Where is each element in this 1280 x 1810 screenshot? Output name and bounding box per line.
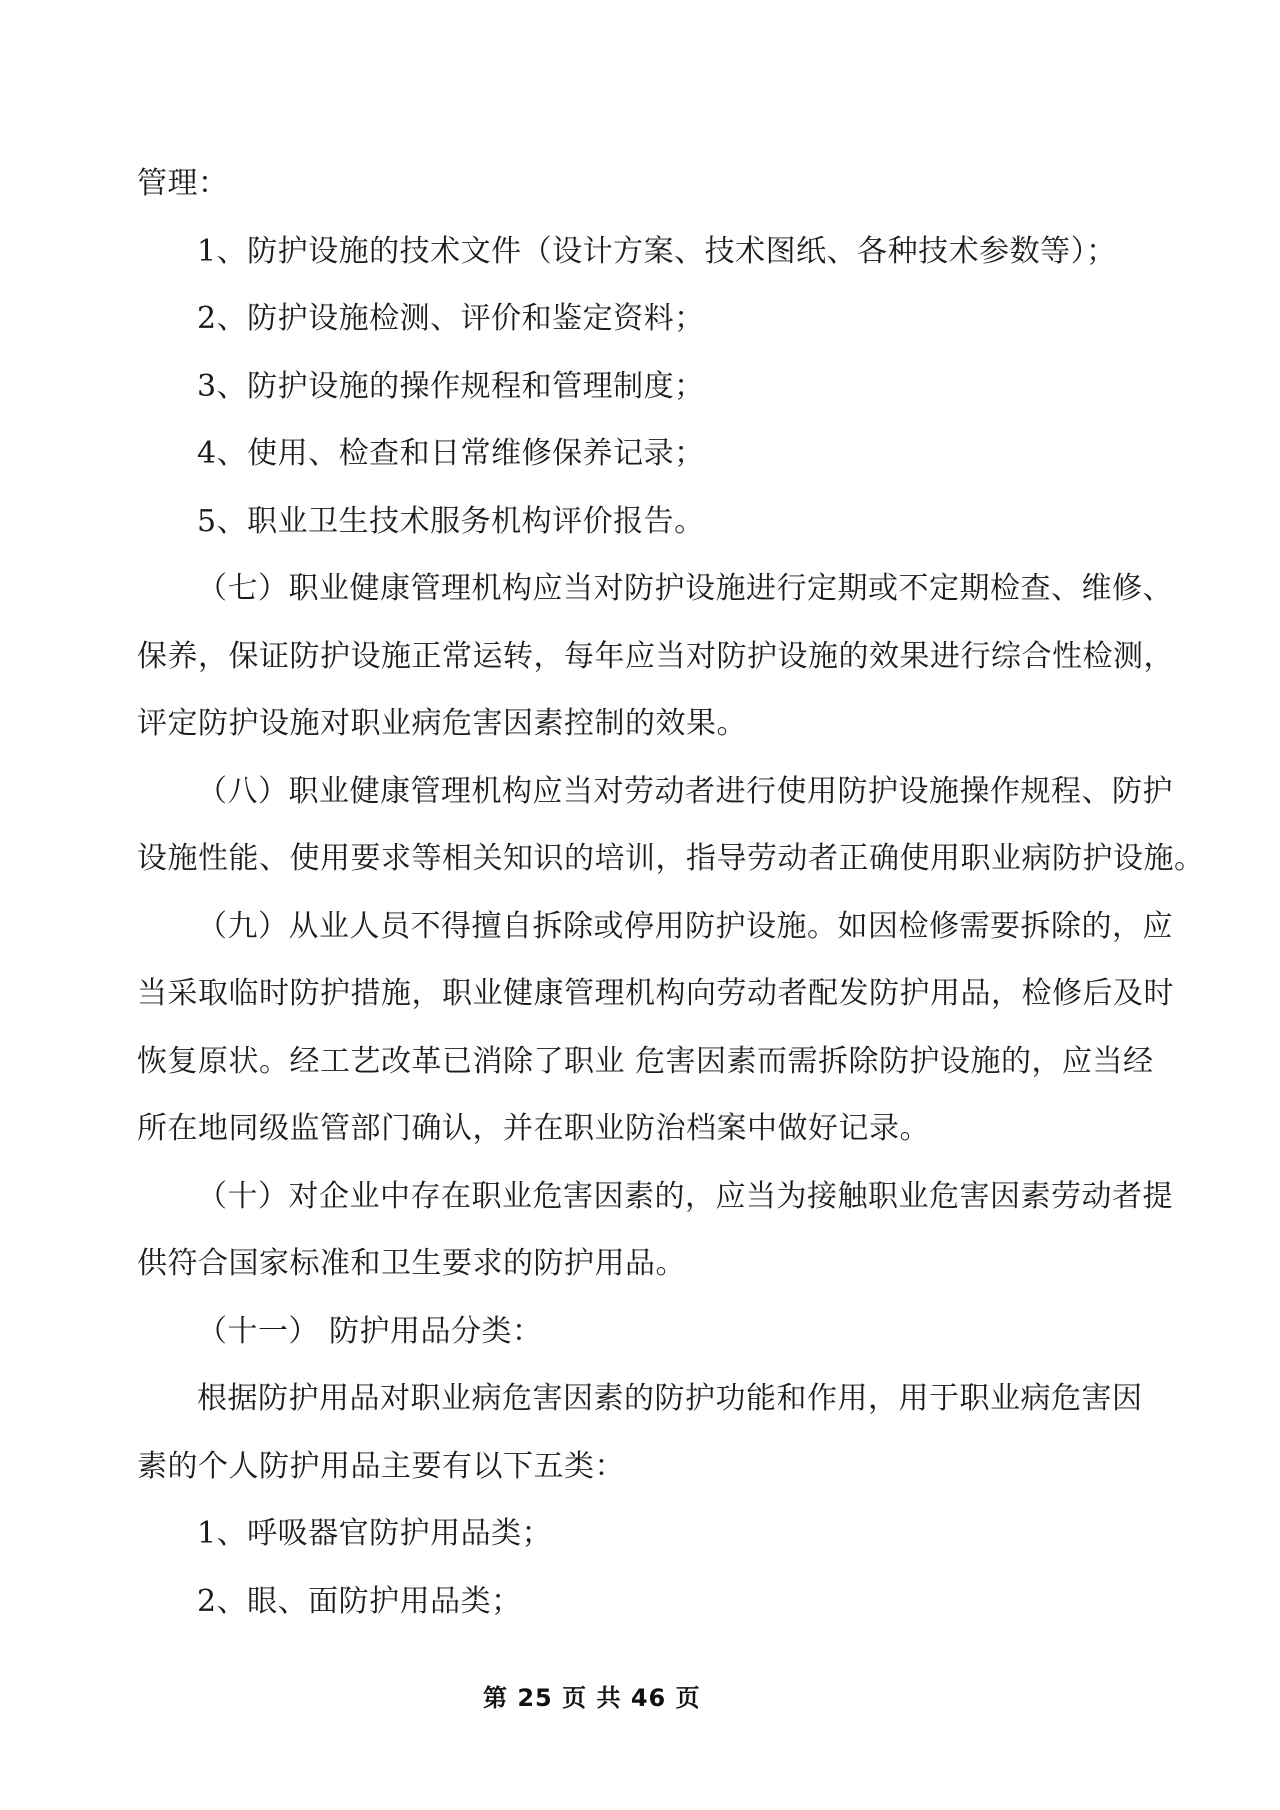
text-line: 根据防护用品对职业病危害因素的防护功能和作用，用于职业病危害因 xyxy=(197,1381,1143,1416)
text-line: （七）职业健康管理机构应当对防护设施进行定期或不定期检查、维修、 xyxy=(197,571,1173,606)
text-line: 3、防护设施的操作规程和管理制度； xyxy=(197,368,705,404)
text-line: 2、眼、面防护用品类； xyxy=(197,1583,522,1619)
text-line: 1、呼吸器官防护用品类； xyxy=(197,1516,553,1551)
text-line: 供符合国家标准和卫生要求的防护用品。 xyxy=(137,1246,686,1281)
text-line: 1、防护设施的技术文件（设计方案、技术图纸、各种技术参数等）； xyxy=(197,233,1117,269)
text-line: （九）从业人员不得擅自拆除或停用防护设施。如因检修需要拆除的，应 xyxy=(197,908,1173,944)
document-body xyxy=(137,150,1205,1635)
text-line: 设施性能、使用要求等相关知识的培训，指导劳动者正确使用职业病防护设施。 xyxy=(137,841,1205,876)
text-line: 4、使用、检查和日常维修保养记录； xyxy=(197,436,705,471)
page-number-label: 第 25 页 共 46 页 xyxy=(483,1684,701,1712)
text-line: （十）对企业中存在职业危害因素的，应当为接触职业危害因素劳动者提 xyxy=(197,1178,1173,1214)
text-line: 保养，保证防护设施正常运转，每年应当对防护设施的效果进行综合性检测， xyxy=(137,638,1174,674)
text-line: 评定防护设施对职业病危害因素控制的效果。 xyxy=(137,706,747,741)
text-line: 素的个人防护用品主要有以下五类： xyxy=(137,1448,625,1484)
text-line: 所在地同级监管部门确认，并在职业防治档案中做好记录。 xyxy=(137,1111,930,1146)
page-footer xyxy=(483,1678,701,1713)
text-line: 管理： xyxy=(137,166,229,201)
text-line: 2、防护设施检测、评价和鉴定资料； xyxy=(197,301,705,336)
text-line: 恢复原状。经工艺改革已消除了职业 危害因素而需拆除防护设施的，应当经 xyxy=(137,1043,1154,1079)
text-line: 5、职业卫生技术服务机构评价报告。 xyxy=(197,503,705,539)
text-line: （十一） 防护用品分类： xyxy=(197,1313,543,1349)
text-line: 当采取临时防护措施，职业健康管理机构向劳动者配发防护用品，检修后及时 xyxy=(137,976,1174,1011)
text-line: （八）职业健康管理机构应当对劳动者进行使用防护设施操作规程、防护 xyxy=(197,773,1173,809)
